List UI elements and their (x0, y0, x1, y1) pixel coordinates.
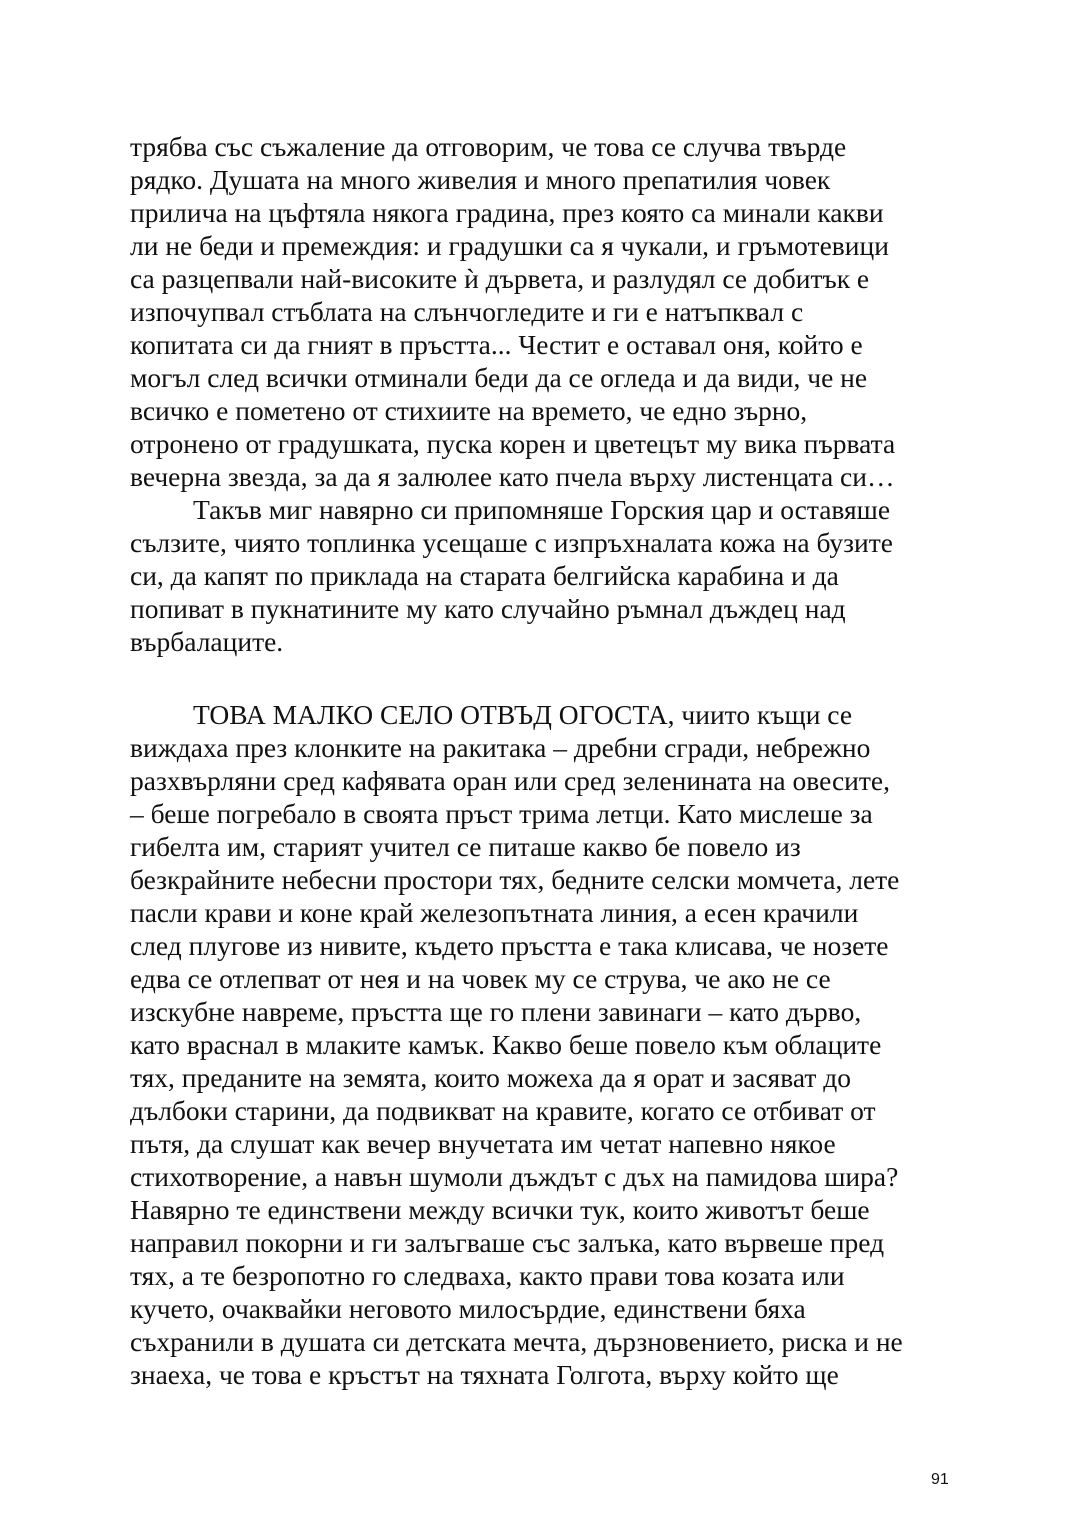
text-line: гибелта им, старият учител се питаше какво бе повело из (130, 831, 801, 862)
text-line: – беше погребало в своята пръст трима летци. Като мислеше за (130, 798, 873, 829)
text-line: като враснал в млаките камък. Какво беше повело към облаците (130, 1029, 882, 1060)
text-line: вечерна звезда, за да я залюлее като пчела върху листенцата си… (130, 461, 895, 492)
text-line: могъл след всички отминали беди да се огледа и да види, че не (130, 362, 868, 393)
text-line: тях, преданите на земята, които можеха да я орат и засяват до (130, 1062, 851, 1093)
text-line: Такъв миг навярно си припомняше Горския цар и оставяше (193, 494, 891, 525)
text-line: отронено от градушката, пуска корен и цветецът му вика първата (130, 428, 896, 459)
text-line: изпочупвал стъблата на слънчогледите и ги е натъпквал с (130, 296, 804, 327)
text-line: си, да капят по приклада на старата белгийска карабина и да (130, 560, 839, 591)
text-line: стихотворение, а навън шумоли дъждът с дъх на памидова шира? (130, 1161, 899, 1192)
text-line: копитата си да гният в пръстта... Честит е оставал оня, който е (130, 329, 863, 360)
text-line: рядко. Душата на много живелия и много препатилия човек (130, 164, 831, 195)
text-line: виждаха през клонките на ракитака – дребни сгради, небрежно (130, 732, 871, 763)
text-block-bottom (130, 698, 960, 1391)
text-line: върбалаците. (130, 626, 284, 657)
text-line: едва се отлепват от нея и на човек му се струва, че ако не се (130, 963, 831, 994)
text-line: всичко е пометено от стихиите на времето, че едно зърно, (130, 395, 808, 426)
text-line: трябва със съжаление да отговорим, че това се случва твърде (130, 131, 847, 162)
text-line: дълбоки старини, да подвикват на кравите, когато се отбиват от (130, 1095, 876, 1126)
text-line: Навярно те единствени между всички тук, които животът беше (130, 1194, 870, 1225)
text-line: ТОВА МАЛКО СЕЛО ОТВЪД ОГОСТА, чиито къщи се (193, 699, 853, 730)
text-line: тях, а те безропотно го следваха, както прави това козата или (130, 1260, 845, 1291)
text-line: съхранили в душата си детската мечта, дързновението, риска и не (130, 1326, 903, 1357)
text-line: ли не беди и премеждия: и градушки са я чукали, и гръмотевици (130, 230, 889, 261)
text-line: пътя, да слушат как вечер внучетата им четат напевно някое (130, 1128, 836, 1159)
page-number: 91 (931, 1471, 949, 1488)
text-line: след плугове из нивите, където пръстта е така клисава, че нозете (130, 930, 889, 961)
paragraph-1 (130, 130, 960, 493)
paragraph-3 (130, 698, 960, 1391)
paragraph-2 (130, 493, 960, 658)
text-line: сълзите, чиято топлинка усещаше с изпръхналата кожа на бузите (130, 527, 893, 558)
text-line: пасли крави и коне край железопътната линия, а есен крачили (130, 897, 859, 928)
text-line: направил покорни и ги залъгваше със залъка, като вървеше пред (130, 1227, 885, 1258)
text-block-top (130, 130, 960, 658)
text-line: разхвърляни сред кафявата оран или сред зеленината на овесите, (130, 765, 890, 796)
text-line: знаеха, че това е кръстът на тяхната Голгота, върху който ще (130, 1359, 839, 1390)
text-line: изскубне навреме, пръстта ще го плени завинаги – като дърво, (130, 996, 862, 1027)
text-line: прилича на цъфтяла някога градина, през която са минали какви (130, 197, 884, 228)
text-line: са разцепвали най-високите ѝ дървета, и разлудял се добитък е (130, 263, 870, 294)
text-line: безкрайните небесни простори тях, бедните селски момчета, лете (130, 864, 900, 895)
text-line: кучето, очаквайки неговото милосърдие, единствени бяха (130, 1293, 806, 1324)
text-line: попиват в пукнатините му като случайно ръмнал дъждец над (130, 593, 846, 624)
